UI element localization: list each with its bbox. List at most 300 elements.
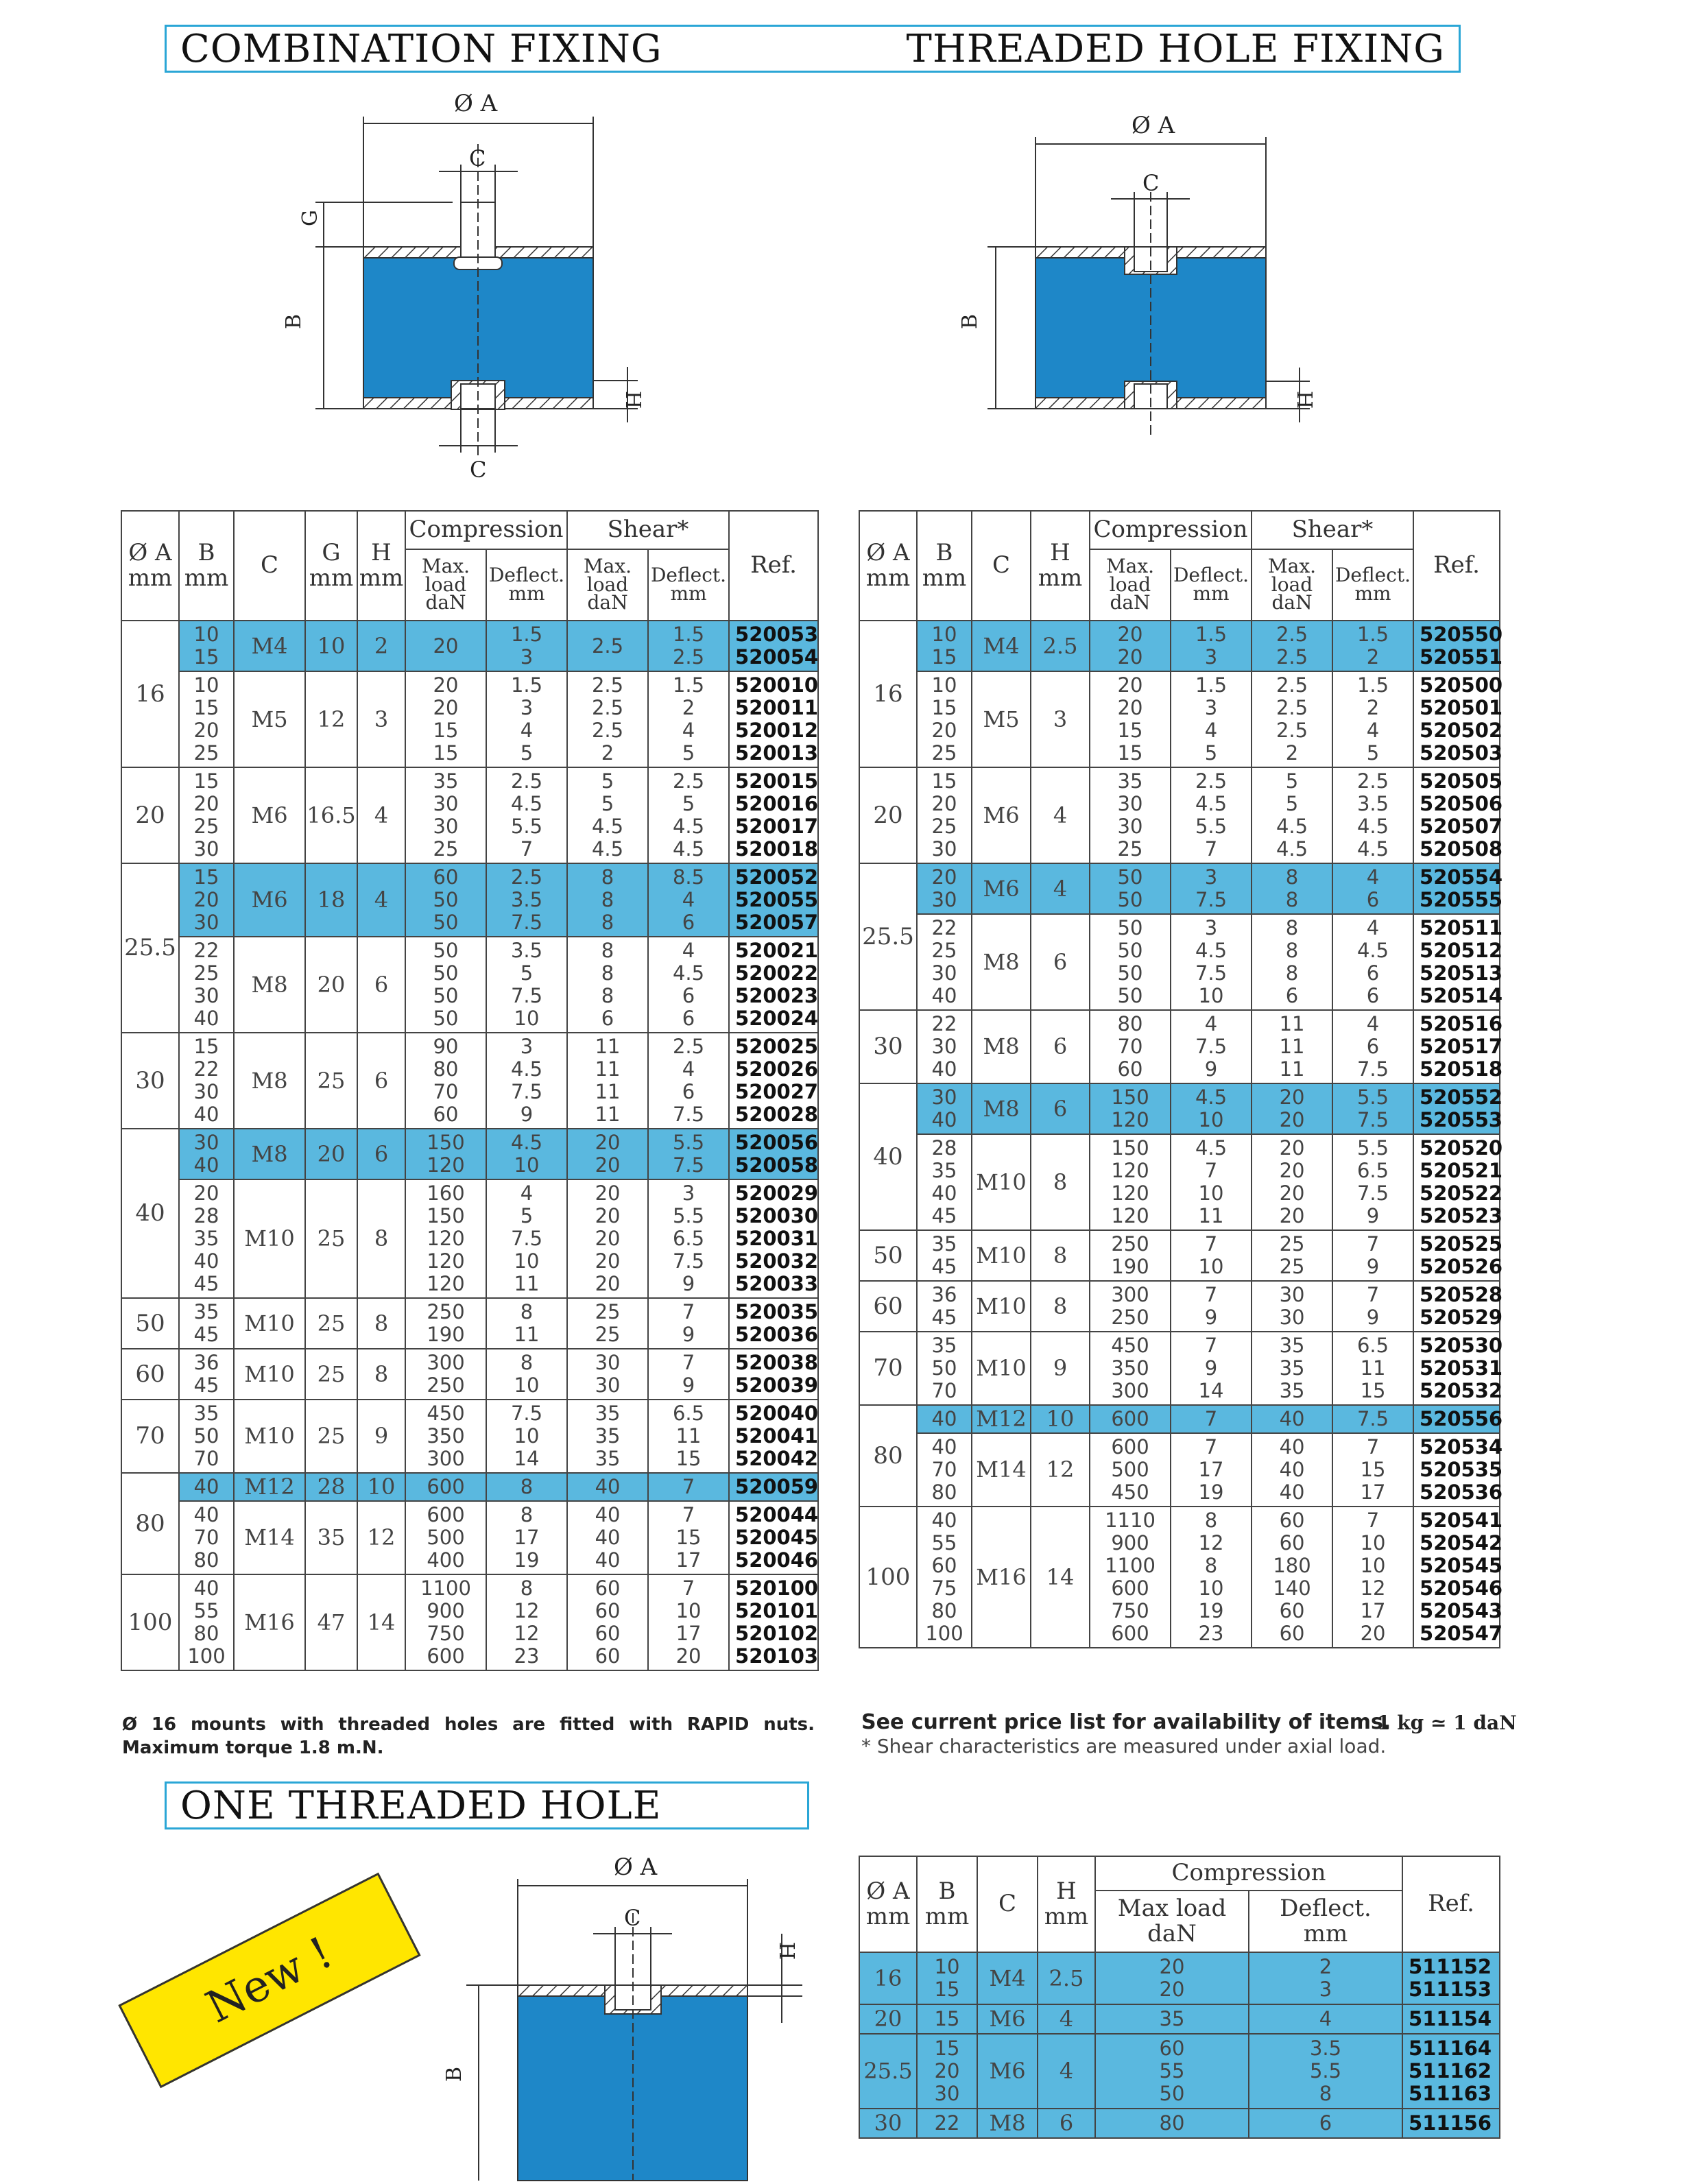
- cell-cd: 4 7.5 9: [1171, 1010, 1252, 1083]
- cell-h: 9: [1031, 1332, 1090, 1405]
- col-header-max-load: Max. load daN: [1090, 549, 1171, 621]
- col-header-h: H mm: [1031, 511, 1090, 621]
- cell-sl: 11 11 11 11: [567, 1033, 648, 1129]
- cell-ref: 520100 520101 520102 520103: [729, 1574, 818, 1670]
- cell-dia-a: 40: [859, 1083, 917, 1230]
- one-threaded-hole-table: [859, 1856, 1500, 2139]
- cell-sd: 8.5 4 6: [648, 863, 729, 937]
- cell-dia-a: 60: [859, 1281, 917, 1332]
- cell-c: M6: [234, 863, 305, 937]
- cell-cl: 35: [1095, 2004, 1249, 2034]
- cell-b: 15 22 30 40: [179, 1033, 234, 1129]
- cell-c: M8: [234, 1033, 305, 1129]
- table-row: [121, 1179, 818, 1298]
- cell-cl: 160 150 120 120 120: [405, 1179, 486, 1298]
- cell-dia-a: 50: [859, 1230, 917, 1281]
- col-header-dia-a: Ø A mm: [859, 1856, 917, 1952]
- cell-sl: 20 20: [567, 1129, 648, 1179]
- cell-c: M4: [977, 1952, 1038, 2004]
- cell-cd: 1.5 3: [486, 621, 567, 671]
- cell-cd: 7 9: [1171, 1281, 1252, 1332]
- col-header-deflect: Deflect. mm: [1332, 549, 1413, 621]
- cell-b: 35 50 70: [179, 1400, 234, 1473]
- cell-sd: 1.5 2.5: [648, 621, 729, 671]
- cell-b: 36 45: [917, 1281, 972, 1332]
- table-row: [121, 1349, 818, 1400]
- cell-ref: 520053 520054: [729, 621, 818, 671]
- col-header-max-load: Max load daN: [1095, 1891, 1249, 1952]
- cell-c: M14: [972, 1433, 1031, 1507]
- cell-cl: 600: [405, 1473, 486, 1501]
- cell-cd: 8: [486, 1473, 567, 1501]
- cell-cl: 50 50 50 50: [1090, 914, 1171, 1010]
- cell-cl: 150 120: [405, 1129, 486, 1179]
- col-header-max-load: Max. load daN: [405, 549, 486, 621]
- cell-c: M6: [977, 2004, 1038, 2034]
- cell-b: 22: [917, 2109, 977, 2138]
- dim-label-a-3: Ø A: [614, 1853, 658, 1881]
- cell-g: 25: [305, 1298, 357, 1349]
- cell-ref: 520511 520512 520513 520514: [1413, 914, 1500, 1010]
- cell-c: M10: [234, 1298, 305, 1349]
- note-price-list: See current price list for availability of items.: [861, 1710, 1391, 1734]
- col-header-ref: Ref.: [729, 511, 818, 621]
- cell-cl: 20 20 15 15: [1090, 671, 1171, 767]
- cell-g: 18: [305, 863, 357, 937]
- cell-c: M6: [234, 767, 305, 863]
- cell-cd: 2.5 4.5 5.5 7: [486, 767, 567, 863]
- cell-sl: 40 40 40: [567, 1501, 648, 1574]
- dim-label-b: B: [282, 313, 306, 329]
- cell-cl: 50 50: [1090, 863, 1171, 914]
- cell-c: M5: [972, 671, 1031, 767]
- cell-cd: 7: [1171, 1405, 1252, 1433]
- cell-cl: 600 500 400: [405, 1501, 486, 1574]
- cell-c: M8: [234, 937, 305, 1033]
- cell-h: 14: [357, 1574, 405, 1670]
- cell-b: 28 35 40 45: [917, 1134, 972, 1230]
- cell-ref: 520525 520526: [1413, 1230, 1500, 1281]
- cell-ref: 520038 520039: [729, 1349, 818, 1400]
- col-header-ref: Ref.: [1402, 1856, 1500, 1952]
- cell-ref: 520554 520555: [1413, 863, 1500, 914]
- cell-cd: 3 4.5 7.5 10: [1171, 914, 1252, 1010]
- cell-h: 6: [357, 1129, 405, 1179]
- cell-g: 12: [305, 671, 357, 767]
- cell-ref: 511154: [1402, 2004, 1500, 2034]
- cell-sl: 8 8 8 6: [567, 937, 648, 1033]
- col-header-deflect: Deflect. mm: [486, 549, 567, 621]
- dim-label-c-top: C: [469, 145, 486, 171]
- cell-b: 15 20 25 30: [917, 767, 972, 863]
- cell-h: 8: [357, 1349, 405, 1400]
- combination-fixing-table: [121, 510, 819, 1671]
- cell-cl: 250 190: [405, 1298, 486, 1349]
- cell-sl: 11 11 11: [1252, 1010, 1332, 1083]
- table-row: [859, 1433, 1500, 1507]
- cell-dia-a: 40: [121, 1129, 179, 1298]
- col-header-deflect: Deflect. mm: [648, 549, 729, 621]
- section-header-fixings: [165, 25, 1461, 73]
- cell-sd: 6.5 11 15: [1332, 1332, 1413, 1405]
- col-header-shear: Shear*: [567, 511, 729, 549]
- cell-ref: 520541 520542 520545 520546 520543 520547: [1413, 1507, 1500, 1648]
- cell-h: 6: [357, 1033, 405, 1129]
- cell-g: 25: [305, 1400, 357, 1473]
- cell-h: 8: [357, 1179, 405, 1298]
- cell-cd: 8 12 12 23: [486, 1574, 567, 1670]
- cell-g: 10: [305, 621, 357, 671]
- cell-c: M8: [234, 1129, 305, 1179]
- cell-a: 20: [859, 2004, 917, 2034]
- cell-c: M12: [234, 1473, 305, 1501]
- cell-b: 10 15: [179, 621, 234, 671]
- cell-sl: 8 8 8: [567, 863, 648, 937]
- dim-label-b-2: B: [958, 313, 982, 329]
- table-row: [121, 863, 818, 937]
- one-threaded-hole-diagram: [442, 1851, 802, 2181]
- cell-sd: 1.5 2 4 5: [1332, 671, 1413, 767]
- cell-cl: 60 55 50: [1095, 2034, 1249, 2109]
- table-row: [859, 2034, 1500, 2109]
- cell-cd: 7 17 19: [1171, 1433, 1252, 1507]
- cell-cl: 20 20: [1090, 621, 1171, 671]
- dim-label-a-2: Ø A: [1132, 112, 1175, 139]
- cell-cl: 450 350 300: [1090, 1332, 1171, 1405]
- combination-fixing-diagram: [274, 89, 699, 487]
- cell-b: 35 50 70: [917, 1332, 972, 1405]
- table-row: [121, 1574, 818, 1670]
- cell-sd: 7 10 17 20: [648, 1574, 729, 1670]
- cell-cl: 20: [405, 621, 486, 671]
- cell-cd: 1.5 3 4 5: [1171, 671, 1252, 767]
- col-header-compression: Compression: [1090, 511, 1252, 549]
- cell-h: 6: [1031, 914, 1090, 1010]
- table-row: [859, 2109, 1500, 2138]
- cell-a: 25.5: [859, 2034, 917, 2109]
- col-header-shear: Shear*: [1252, 511, 1413, 549]
- cell-ref: 520550 520551: [1413, 621, 1500, 671]
- cell-cl: 150 120: [1090, 1083, 1171, 1134]
- cell-cd: 6: [1249, 2109, 1402, 2138]
- cell-cl: 80 70 60: [1090, 1010, 1171, 1083]
- table-row: [121, 1473, 818, 1501]
- cell-dia-a: 25.5: [121, 863, 179, 1033]
- col-header-g: G mm: [305, 511, 357, 621]
- cell-dia-a: 70: [121, 1400, 179, 1473]
- cell-a: 16: [859, 1952, 917, 2004]
- cell-sd: 2.5 3.5 4.5 4.5: [1332, 767, 1413, 863]
- cell-h: 4: [1038, 2034, 1095, 2109]
- table-row: [859, 1507, 1500, 1648]
- cell-h: 4: [1031, 863, 1090, 914]
- cell-h: 8: [1031, 1281, 1090, 1332]
- cell-cd: 4 5 7.5 10 11: [486, 1179, 567, 1298]
- cell-cl: 35 30 30 25: [1090, 767, 1171, 863]
- col-header-compression: Compression: [1095, 1856, 1402, 1891]
- table-row: [121, 767, 818, 863]
- cell-h: 6: [357, 937, 405, 1033]
- cell-b: 40 70 80: [179, 1501, 234, 1574]
- cell-dia-a: 100: [859, 1507, 917, 1648]
- cell-sd: 3 5.5 6.5 7.5 9: [648, 1179, 729, 1298]
- cell-ref: 520029 520030 520031 520032 520033: [729, 1179, 818, 1298]
- cell-sd: 4 4.5 6 6: [1332, 914, 1413, 1010]
- table-row: [121, 1033, 818, 1129]
- dim-label-c-3: C: [624, 1905, 641, 1931]
- cell-cd: 2 3: [1249, 1952, 1402, 2004]
- table-row: [859, 1230, 1500, 1281]
- cell-sd: 6.5 11 15: [648, 1400, 729, 1473]
- cell-sl: 20 20: [1252, 1083, 1332, 1134]
- col-header-c: C: [972, 511, 1031, 621]
- col-header-h: H mm: [357, 511, 405, 621]
- cell-h: 6: [1031, 1083, 1090, 1134]
- col-header-dia-a: Ø A mm: [859, 511, 917, 621]
- cell-c: M10: [972, 1281, 1031, 1332]
- cell-cl: 450 350 300: [405, 1400, 486, 1473]
- table-row: [859, 1281, 1500, 1332]
- cell-cd: 2.5 4.5 5.5 7: [1171, 767, 1252, 863]
- cell-sl: 25 25: [1252, 1230, 1332, 1281]
- cell-cd: 8 11: [486, 1298, 567, 1349]
- cell-sl: 40: [1252, 1405, 1332, 1433]
- threaded-hole-fixing-title: THREADED HOLE FIXING: [906, 26, 1445, 71]
- cell-cd: 1.5 3: [1171, 621, 1252, 671]
- cell-sd: 7: [648, 1473, 729, 1501]
- cell-cl: 1110 900 1100 600 750 600: [1090, 1507, 1171, 1648]
- cell-ref: 520015 520016 520017 520018: [729, 767, 818, 863]
- cell-cd: 3 7.5: [1171, 863, 1252, 914]
- cell-b: 10 15: [917, 1952, 977, 2004]
- dim-label-b-3: B: [442, 2066, 466, 2082]
- cell-sl: 20 20 20 20: [1252, 1134, 1332, 1230]
- table-row: [859, 2004, 1500, 2034]
- cell-sd: 7 9: [1332, 1281, 1413, 1332]
- cell-cd: 1.5 3 4 5: [486, 671, 567, 767]
- cell-g: 25: [305, 1349, 357, 1400]
- cell-ref: 520528 520529: [1413, 1281, 1500, 1332]
- col-header-c: C: [234, 511, 305, 621]
- cell-g: 20: [305, 1129, 357, 1179]
- dim-label-h: H: [621, 391, 645, 409]
- cell-b: 15: [917, 2004, 977, 2034]
- cell-b: 20 28 35 40 45: [179, 1179, 234, 1298]
- cell-c: M14: [234, 1501, 305, 1574]
- cell-g: 16.5: [305, 767, 357, 863]
- cell-c: M10: [972, 1134, 1031, 1230]
- cell-c: M10: [234, 1400, 305, 1473]
- cell-sl: 2.5 2.5: [1252, 621, 1332, 671]
- col-header-dia-a: Ø A mm: [121, 511, 179, 621]
- cell-g: 25: [305, 1033, 357, 1129]
- cell-h: 3: [357, 671, 405, 767]
- cell-ref: 520059: [729, 1473, 818, 1501]
- cell-b: 20 30: [917, 863, 972, 914]
- cell-h: 4: [357, 863, 405, 937]
- table-row: [121, 1129, 818, 1179]
- cell-dia-a: 100: [121, 1574, 179, 1670]
- cell-b: 22 25 30 40: [179, 937, 234, 1033]
- col-header-max-load: Max. load daN: [567, 549, 648, 621]
- cell-h: 6: [1031, 1010, 1090, 1083]
- cell-cd: 4.5 7 10 11: [1171, 1134, 1252, 1230]
- cell-cd: 3 4.5 7.5 9: [486, 1033, 567, 1129]
- col-header-b: B mm: [179, 511, 234, 621]
- cell-dia-a: 16: [121, 621, 179, 767]
- dim-label-a: Ø A: [454, 90, 498, 117]
- cell-ref: 511164 511162 511163: [1402, 2034, 1500, 2109]
- cell-sl: 2.5: [567, 621, 648, 671]
- cell-h: 2: [357, 621, 405, 671]
- table-row: [859, 621, 1500, 671]
- cell-ref: 520516 520517 520518: [1413, 1010, 1500, 1083]
- cell-h: 3: [1031, 671, 1090, 767]
- cell-dia-a: 60: [121, 1349, 179, 1400]
- cell-ref: 520556: [1413, 1405, 1500, 1433]
- cell-h: 12: [1031, 1433, 1090, 1507]
- cell-sl: 30 30: [1252, 1281, 1332, 1332]
- cell-sd: 1.5 2: [1332, 621, 1413, 671]
- cell-sd: 5.5 7.5: [648, 1129, 729, 1179]
- cell-c: M16: [972, 1507, 1031, 1648]
- table-row: [859, 767, 1500, 863]
- cell-c: M10: [234, 1179, 305, 1298]
- cell-b: 40 55 60 75 80 100: [917, 1507, 972, 1648]
- cell-dia-a: 25.5: [859, 863, 917, 1010]
- cell-cl: 300 250: [405, 1349, 486, 1400]
- cell-cd: 8 17 19: [486, 1501, 567, 1574]
- cell-cl: 20 20 15 15: [405, 671, 486, 767]
- cell-cd: 3.5 5 7.5 10: [486, 937, 567, 1033]
- cell-cd: 4: [1249, 2004, 1402, 2034]
- cell-g: 35: [305, 1501, 357, 1574]
- cell-c: M8: [977, 2109, 1038, 2138]
- cell-sl: 40: [567, 1473, 648, 1501]
- col-header-ref: Ref.: [1413, 511, 1500, 621]
- col-header-c: C: [977, 1856, 1038, 1952]
- cell-cl: 60 50 50: [405, 863, 486, 937]
- cell-ref: 520044 520045 520046: [729, 1501, 818, 1574]
- cell-c: M10: [972, 1332, 1031, 1405]
- cell-dia-a: 70: [859, 1332, 917, 1405]
- cell-c: M4: [972, 621, 1031, 671]
- cell-sd: 4 4.5 6 6: [648, 937, 729, 1033]
- cell-sd: 7 9: [648, 1349, 729, 1400]
- cell-cl: 35 30 30 25: [405, 767, 486, 863]
- cell-dia-a: 16: [859, 621, 917, 767]
- threaded-hole-fixing-table: [859, 510, 1503, 1648]
- cell-h: 10: [1031, 1405, 1090, 1433]
- cell-c: M10: [234, 1349, 305, 1400]
- table-row: [859, 1134, 1500, 1230]
- cell-b: 15 20 30: [179, 863, 234, 937]
- cell-dia-a: 80: [121, 1473, 179, 1574]
- cell-ref: 511156: [1402, 2109, 1500, 2138]
- combination-fixing-title: COMBINATION FIXING: [180, 26, 662, 71]
- table-row: [121, 1501, 818, 1574]
- cell-sl: 40 40 40: [1252, 1433, 1332, 1507]
- cell-dia-a: 20: [859, 767, 917, 863]
- threaded-hole-fixing-diagram: [953, 110, 1378, 453]
- cell-h: 12: [357, 1501, 405, 1574]
- cell-ref: 520520 520521 520522 520523: [1413, 1134, 1500, 1230]
- cell-b: 30 40: [179, 1129, 234, 1179]
- cell-ref: 520021 520022 520023 520024: [729, 937, 818, 1033]
- cell-b: 40 70 80: [917, 1433, 972, 1507]
- cell-b: 10 15 20 25: [917, 671, 972, 767]
- dim-label-g: G: [298, 210, 322, 226]
- cell-ref: 520052 520055 520057: [729, 863, 818, 937]
- cell-sl: 30 30: [567, 1349, 648, 1400]
- cell-b: 15 20 30: [917, 2034, 977, 2109]
- cell-c: M16: [234, 1574, 305, 1670]
- cell-h: 14: [1031, 1507, 1090, 1648]
- cell-ref: 520025 520026 520027 520028: [729, 1033, 818, 1129]
- table-row: [121, 1400, 818, 1473]
- cell-b: 22 25 30 40: [917, 914, 972, 1010]
- cell-h: 4: [1038, 2004, 1095, 2034]
- cell-g: 25: [305, 1179, 357, 1298]
- cell-sd: 4 6 7.5: [1332, 1010, 1413, 1083]
- cell-ref: 520035 520036: [729, 1298, 818, 1349]
- cell-sd: 2.5 4 6 7.5: [648, 1033, 729, 1129]
- cell-c: M6: [977, 2034, 1038, 2109]
- cell-sd: 2.5 5 4.5 4.5: [648, 767, 729, 863]
- cell-cd: 4.5 10: [1171, 1083, 1252, 1134]
- table-row: [859, 1332, 1500, 1405]
- cell-ref: 520056 520058: [729, 1129, 818, 1179]
- table-row: [859, 1405, 1500, 1433]
- cell-sd: 7 10 10 12 17 20: [1332, 1507, 1413, 1648]
- cell-g: 28: [305, 1473, 357, 1501]
- note-shear: * Shear characteristics are measured under axial load.: [861, 1735, 1387, 1757]
- cell-c: M6: [972, 863, 1031, 914]
- cell-sl: 35 35 35: [567, 1400, 648, 1473]
- table-row: [859, 863, 1500, 914]
- table-row: [859, 671, 1500, 767]
- cell-dia-a: 50: [121, 1298, 179, 1349]
- cell-cl: 250 190: [1090, 1230, 1171, 1281]
- cell-sd: 7 15 17: [1332, 1433, 1413, 1507]
- dim-label-h-3: H: [774, 1942, 798, 1960]
- cell-cl: 600 500 450: [1090, 1433, 1171, 1507]
- col-header-h: H mm: [1038, 1856, 1095, 1952]
- cell-sl: 20 20 20 20 20: [567, 1179, 648, 1298]
- cell-h: 2.5: [1038, 1952, 1095, 2004]
- cell-c: M5: [234, 671, 305, 767]
- cell-cl: 300 250: [1090, 1281, 1171, 1332]
- cell-c: M8: [972, 914, 1031, 1010]
- cell-c: M6: [972, 767, 1031, 863]
- cell-sl: 5 5 4.5 4.5: [567, 767, 648, 863]
- cell-sl: 8 8 8 6: [1252, 914, 1332, 1010]
- cell-b: 15 20 25 30: [179, 767, 234, 863]
- cell-sl: 5 5 4.5 4.5: [1252, 767, 1332, 863]
- cell-sd: 5.5 6.5 7.5 9: [1332, 1134, 1413, 1230]
- cell-ref: 520010 520011 520012 520013: [729, 671, 818, 767]
- cell-sl: 2.5 2.5 2.5 2: [567, 671, 648, 767]
- col-header-compression: Compression: [405, 511, 567, 549]
- col-header-b: B mm: [917, 511, 972, 621]
- cell-c: M8: [972, 1010, 1031, 1083]
- table-row: [859, 914, 1500, 1010]
- cell-dia-a: 20: [121, 767, 179, 863]
- cell-sl: 25 25: [567, 1298, 648, 1349]
- cell-cd: 4.5 10: [486, 1129, 567, 1179]
- col-header-deflect: Deflect. mm: [1171, 549, 1252, 621]
- cell-b: 40: [179, 1473, 234, 1501]
